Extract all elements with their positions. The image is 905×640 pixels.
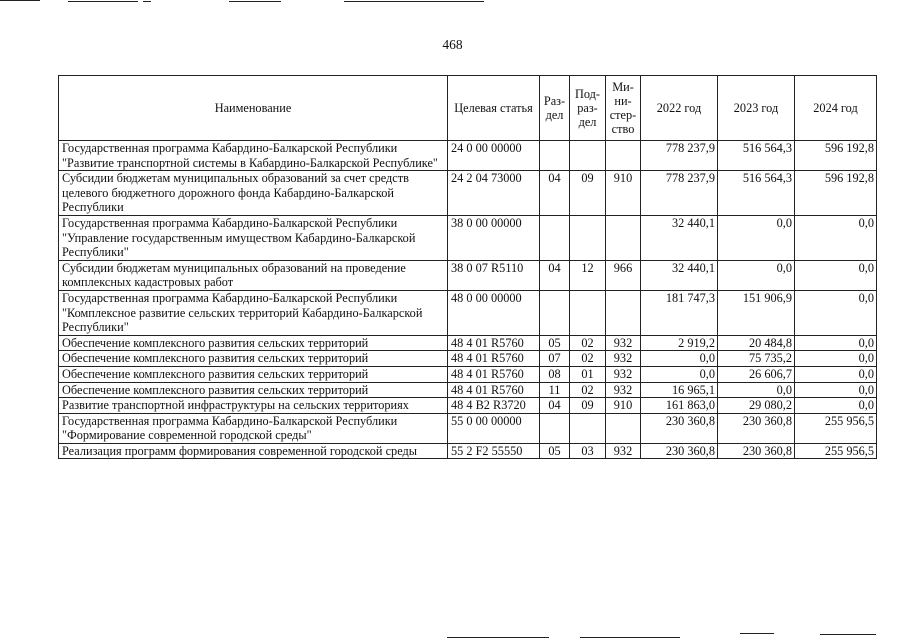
- cell-2023: 26 606,7: [718, 366, 795, 382]
- table-row: [59, 398, 877, 414]
- cell-section: [540, 215, 570, 260]
- cell-subsection: 02: [570, 351, 606, 367]
- cell-2024: 0,0: [795, 382, 877, 398]
- cell-ministry: 932: [606, 351, 641, 367]
- cell-section: [540, 290, 570, 335]
- cell-ministry: 910: [606, 171, 641, 216]
- header-section: Раз- дел: [540, 76, 570, 141]
- cell-name: Обеспечение комплексного развития сельских территорий: [59, 335, 448, 351]
- table-header-row: [59, 76, 877, 141]
- cell-2023: 20 484,8: [718, 335, 795, 351]
- cell-2024: 0,0: [795, 290, 877, 335]
- header-2024: 2024 год: [795, 76, 877, 141]
- cell-name: Обеспечение комплексного развития сельских территорий: [59, 351, 448, 367]
- cell-ministry: [606, 290, 641, 335]
- header-name: Наименование: [59, 76, 448, 141]
- cell-subsection: [570, 215, 606, 260]
- cell-name: Развитие транспортной инфраструктуры на сельских территориях: [59, 398, 448, 414]
- cell-2022: 161 863,0: [641, 398, 718, 414]
- top-rule-1: [0, 0, 40, 1]
- cell-section: 05: [540, 443, 570, 459]
- cell-2023: 0,0: [718, 382, 795, 398]
- cell-2022: 32 440,1: [641, 260, 718, 290]
- cell-name: Обеспечение комплексного развития сельских территорий: [59, 382, 448, 398]
- header-2023: 2023 год: [718, 76, 795, 141]
- cell-2024: 596 192,8: [795, 171, 877, 216]
- cell-code: 55 2 F2 55550: [448, 443, 540, 459]
- cell-section: 07: [540, 351, 570, 367]
- cell-code: 55 0 00 00000: [448, 413, 540, 443]
- cell-section: 08: [540, 366, 570, 382]
- cell-code: 38 0 00 00000: [448, 215, 540, 260]
- cell-2022: 16 965,1: [641, 382, 718, 398]
- cell-2022: 0,0: [641, 351, 718, 367]
- cell-subsection: 02: [570, 382, 606, 398]
- header-ministry: Ми- ни- стер- ство: [606, 76, 641, 141]
- cell-code: 38 0 07 R5110: [448, 260, 540, 290]
- header-subsection: Под- раз- дел: [570, 76, 606, 141]
- table-row: [59, 351, 877, 367]
- cell-2024: 255 956,5: [795, 443, 877, 459]
- cell-2023: 230 360,8: [718, 443, 795, 459]
- cell-2022: 230 360,8: [641, 413, 718, 443]
- cell-2023: 151 906,9: [718, 290, 795, 335]
- cell-section: 04: [540, 398, 570, 414]
- cell-name: Реализация программ формирования современной городской среды: [59, 443, 448, 459]
- cell-section: 11: [540, 382, 570, 398]
- table-row: [59, 366, 877, 382]
- cell-2023: 75 735,2: [718, 351, 795, 367]
- cell-2022: 32 440,1: [641, 215, 718, 260]
- cell-subsection: 01: [570, 366, 606, 382]
- cell-subsection: 02: [570, 335, 606, 351]
- cell-subsection: 09: [570, 171, 606, 216]
- cell-subsection: 03: [570, 443, 606, 459]
- cell-section: [540, 141, 570, 171]
- table-row: [59, 171, 877, 216]
- cell-2022: 778 237,9: [641, 171, 718, 216]
- cell-2024: 0,0: [795, 366, 877, 382]
- cell-section: 04: [540, 260, 570, 290]
- cell-ministry: [606, 141, 641, 171]
- cell-code: 48 4 01 R5760: [448, 382, 540, 398]
- header-2022: 2022 год: [641, 76, 718, 141]
- top-rule-2: [68, 1, 138, 2]
- bottom-rule-4: [820, 634, 876, 635]
- cell-code: 48 4 01 R5760: [448, 351, 540, 367]
- cell-2024: 0,0: [795, 398, 877, 414]
- budget-table: [58, 75, 877, 459]
- cell-ministry: 932: [606, 366, 641, 382]
- bottom-rule-2: [580, 637, 680, 638]
- cell-2023: 230 360,8: [718, 413, 795, 443]
- table-row: [59, 141, 877, 171]
- cell-code: 24 2 04 73000: [448, 171, 540, 216]
- table-row: [59, 413, 877, 443]
- header-code: Целевая статья: [448, 76, 540, 141]
- cell-subsection: 09: [570, 398, 606, 414]
- cell-2023: 516 564,3: [718, 171, 795, 216]
- cell-2024: 596 192,8: [795, 141, 877, 171]
- cell-subsection: [570, 413, 606, 443]
- cell-2024: 0,0: [795, 260, 877, 290]
- cell-2022: 2 919,2: [641, 335, 718, 351]
- cell-section: 05: [540, 335, 570, 351]
- cell-code: 48 4 01 R5760: [448, 335, 540, 351]
- cell-2024: 255 956,5: [795, 413, 877, 443]
- table-row: [59, 382, 877, 398]
- cell-2022: 230 360,8: [641, 443, 718, 459]
- cell-ministry: 910: [606, 398, 641, 414]
- cell-name: Обеспечение комплексного развития сельских территорий: [59, 366, 448, 382]
- cell-2024: 0,0: [795, 215, 877, 260]
- cell-ministry: [606, 413, 641, 443]
- cell-2024: 0,0: [795, 351, 877, 367]
- cell-2023: 0,0: [718, 260, 795, 290]
- cell-section: 04: [540, 171, 570, 216]
- cell-subsection: [570, 290, 606, 335]
- cell-ministry: 932: [606, 443, 641, 459]
- cell-name: Субсидии бюджетам муниципальных образований на проведение комплексных кадастровых работ: [59, 260, 448, 290]
- cell-name: Государственная программа Кабардино-Балкарской Республики "Формирование современной городской среды": [59, 413, 448, 443]
- cell-name: Субсидии бюджетам муниципальных образований за счет средств целевого бюджетного дорожного фонда Кабардино-Балкарской Республики: [59, 171, 448, 216]
- cell-name: Государственная программа Кабардино-Балкарской Республики "Развитие транспортной системы в Кабардино-Балкарской Республике": [59, 141, 448, 171]
- table-row: [59, 260, 877, 290]
- cell-2023: 516 564,3: [718, 141, 795, 171]
- cell-ministry: 966: [606, 260, 641, 290]
- page-number: 468: [442, 37, 463, 52]
- cell-name: Государственная программа Кабардино-Балкарской Республики "Комплексное развитие сельских территорий Кабардино-Балкарской Республики": [59, 290, 448, 335]
- bottom-rule-1: [447, 637, 549, 638]
- cell-subsection: [570, 141, 606, 171]
- cell-ministry: 932: [606, 335, 641, 351]
- cell-ministry: 932: [606, 382, 641, 398]
- table-row: [59, 335, 877, 351]
- cell-2024: 0,0: [795, 335, 877, 351]
- top-rule-5: [344, 1, 484, 2]
- cell-2022: 0,0: [641, 366, 718, 382]
- bottom-rule-3: [740, 633, 774, 634]
- cell-2023: 0,0: [718, 215, 795, 260]
- table-row: [59, 443, 877, 459]
- cell-name: Государственная программа Кабардино-Балкарской Республики "Управление государственным имуществом Кабардино-Балкарской Республики": [59, 215, 448, 260]
- top-rule-3: [143, 1, 151, 2]
- table-row: [59, 290, 877, 335]
- table-row: [59, 215, 877, 260]
- cell-code: 48 4 01 R5760: [448, 366, 540, 382]
- cell-code: 48 0 00 00000: [448, 290, 540, 335]
- top-rule-4: [229, 1, 281, 2]
- cell-code: 48 4 B2 R3720: [448, 398, 540, 414]
- cell-section: [540, 413, 570, 443]
- cell-2023: 29 080,2: [718, 398, 795, 414]
- cell-2022: 778 237,9: [641, 141, 718, 171]
- cell-ministry: [606, 215, 641, 260]
- cell-code: 24 0 00 00000: [448, 141, 540, 171]
- cell-2022: 181 747,3: [641, 290, 718, 335]
- cell-subsection: 12: [570, 260, 606, 290]
